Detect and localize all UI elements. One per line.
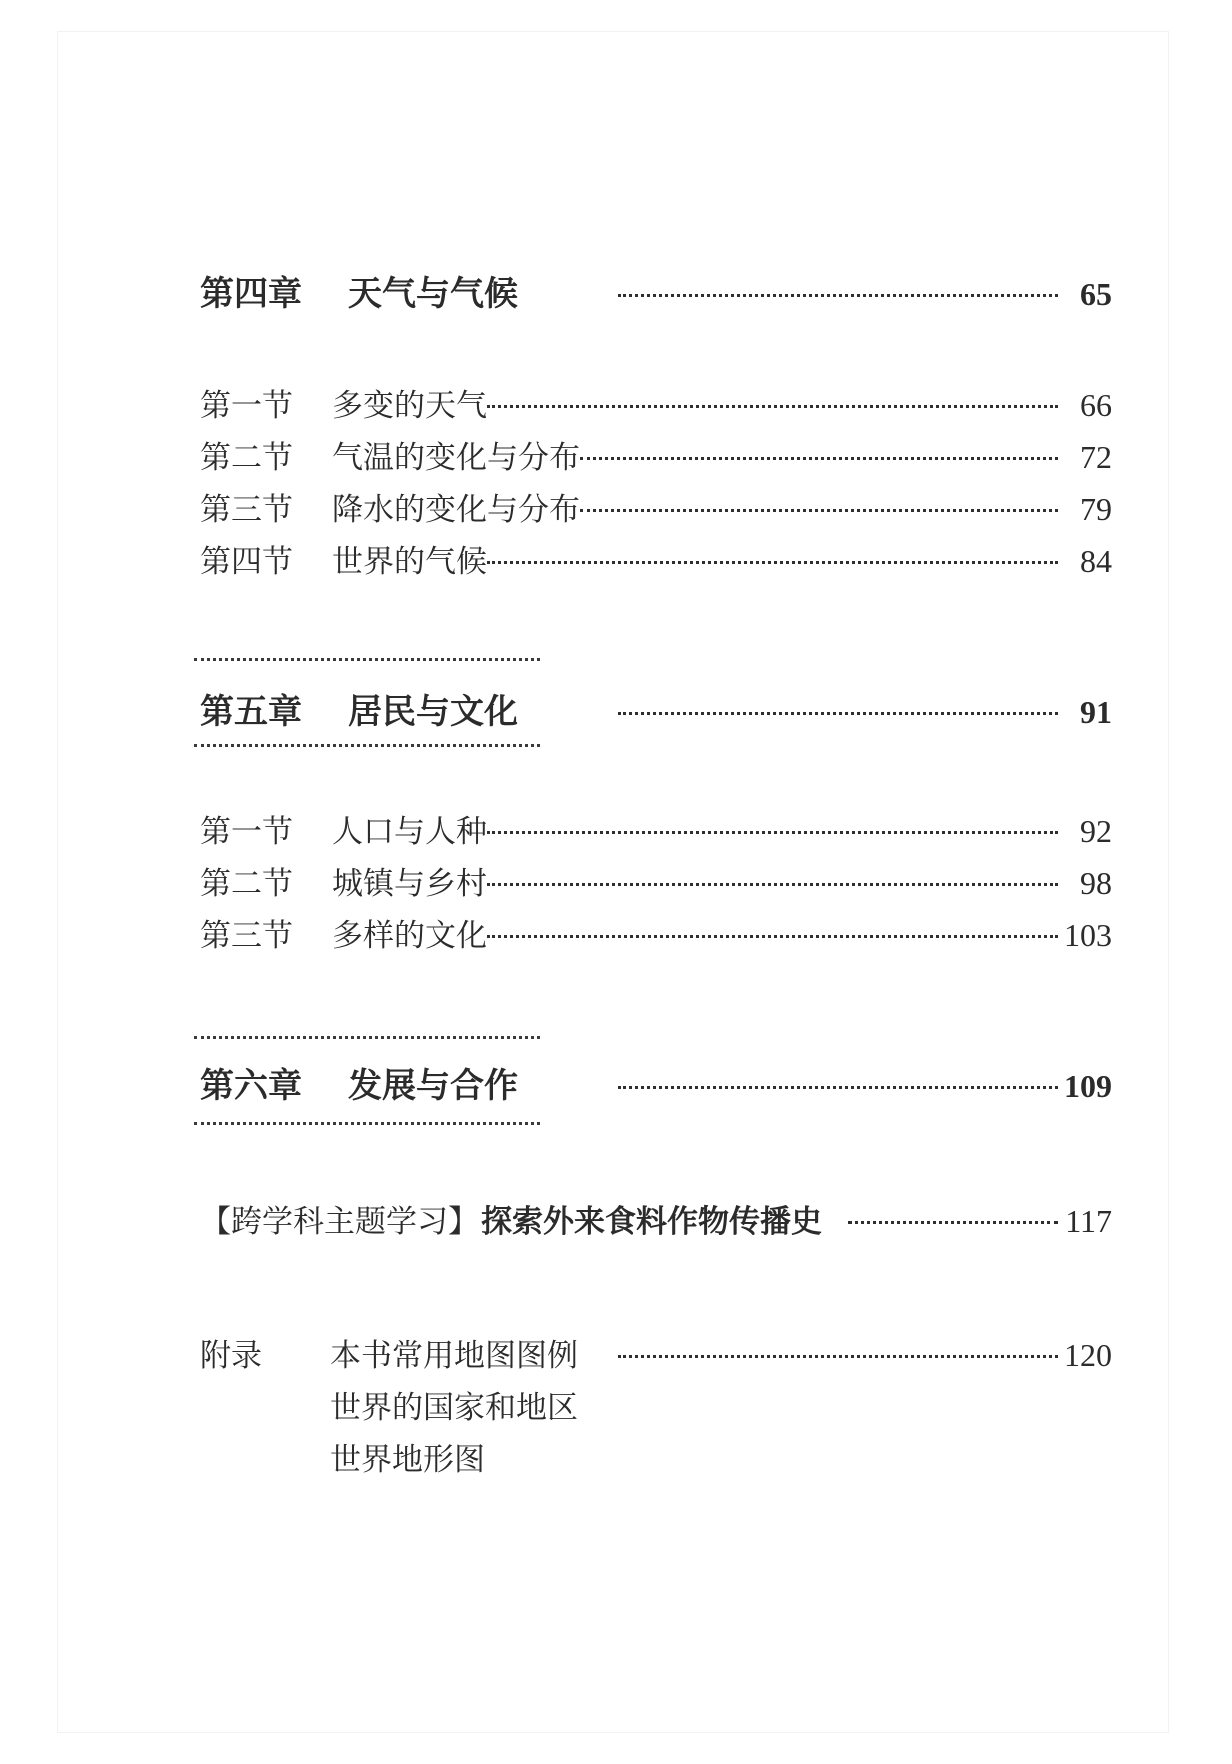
dot-leader xyxy=(618,712,1058,715)
page-number: 72 xyxy=(1080,439,1112,475)
page-number: 66 xyxy=(1080,387,1112,423)
section-number: 第二节 xyxy=(200,866,293,902)
dot-leader xyxy=(580,457,1058,460)
section-title: 多变的天气 xyxy=(332,388,487,424)
toc-section[interactable] xyxy=(200,380,1112,425)
bracket-open: 【 xyxy=(200,1204,231,1240)
page-number: 84 xyxy=(1080,543,1112,579)
toc-chapter-6[interactable] xyxy=(200,1058,1112,1107)
dot-leader xyxy=(487,883,1058,886)
page-number: 103 xyxy=(1064,917,1112,953)
cross-subject-tag xyxy=(200,1196,479,1241)
section-title: 气温的变化与分布 xyxy=(332,440,580,476)
section-title: 降水的变化与分布 xyxy=(332,492,580,528)
section-number: 第四节 xyxy=(200,544,293,580)
toc-section[interactable] xyxy=(200,432,1112,477)
page-number: 91 xyxy=(1080,694,1112,730)
dot-leader xyxy=(618,1355,1058,1358)
section-number: 第三节 xyxy=(200,492,293,528)
page-number: 120 xyxy=(1064,1337,1112,1373)
chapter-title: 居民与文化 xyxy=(348,692,518,732)
chapter-number: 第四章 xyxy=(200,274,302,314)
toc-chapter-5[interactable] xyxy=(200,684,1112,733)
appendix-label: 附录 xyxy=(200,1338,262,1374)
section-title: 多样的文化 xyxy=(332,918,487,954)
section-number: 第一节 xyxy=(200,388,293,424)
page-number: 109 xyxy=(1064,1068,1112,1104)
chapter-title: 发展与合作 xyxy=(348,1066,518,1106)
page-number: 92 xyxy=(1080,813,1112,849)
cross-subject-title: 探索外来食料作物传播史 xyxy=(481,1204,822,1240)
chapter-number: 第六章 xyxy=(200,1066,302,1106)
dot-leader xyxy=(487,561,1058,564)
section-title: 城镇与乡村 xyxy=(332,866,487,902)
chapter-title: 天气与气候 xyxy=(348,274,518,314)
section-number: 第三节 xyxy=(200,918,293,954)
section-title: 世界的气候 xyxy=(332,544,487,580)
appendix-item[interactable]: 世界地形图 xyxy=(330,1442,485,1478)
chapter-rule-top xyxy=(194,1036,540,1039)
dot-leader xyxy=(848,1221,1058,1224)
toc-appendix[interactable] xyxy=(200,1330,1112,1375)
section-title: 人口与人种 xyxy=(332,814,487,850)
dot-leader xyxy=(618,1086,1058,1089)
chapter-rule-top xyxy=(194,658,540,661)
dot-leader xyxy=(580,509,1058,512)
toc-section[interactable] xyxy=(200,536,1112,581)
page-number: 65 xyxy=(1080,276,1112,312)
cross-subject-label: 跨学科主题学习 xyxy=(231,1204,448,1240)
toc-section[interactable] xyxy=(200,806,1112,851)
section-number: 第一节 xyxy=(200,814,293,850)
toc-chapter-4[interactable] xyxy=(200,266,1112,315)
toc-cross-subject[interactable] xyxy=(200,1196,1112,1241)
appendix-item-title: 本书常用地图图例 xyxy=(330,1338,578,1374)
page-number: 117 xyxy=(1065,1203,1112,1239)
dot-leader xyxy=(487,831,1058,834)
dot-leader xyxy=(618,294,1058,297)
toc-section[interactable] xyxy=(200,484,1112,529)
bracket-close: 】 xyxy=(448,1204,479,1240)
page-number: 79 xyxy=(1080,491,1112,527)
appendix-item[interactable]: 世界的国家和地区 xyxy=(330,1390,578,1426)
chapter-rule-bottom xyxy=(194,744,540,747)
chapter-number: 第五章 xyxy=(200,692,302,732)
section-number: 第二节 xyxy=(200,440,293,476)
chapter-rule-bottom xyxy=(194,1122,540,1125)
toc-section[interactable] xyxy=(200,910,1112,955)
toc-section[interactable] xyxy=(200,858,1112,903)
dot-leader xyxy=(487,935,1058,938)
page-number: 98 xyxy=(1080,865,1112,901)
dot-leader xyxy=(487,405,1058,408)
